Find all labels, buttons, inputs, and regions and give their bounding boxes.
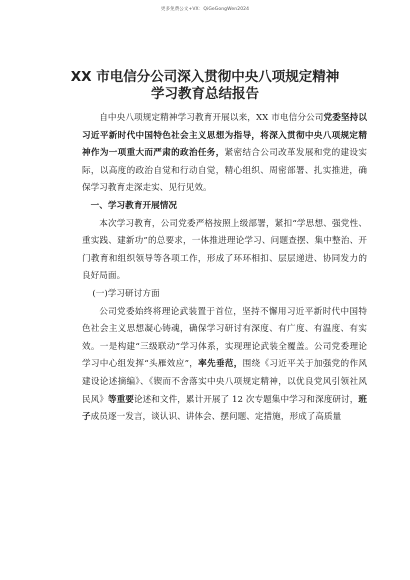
section-paragraph: 本次学习教育，公司党委严格按照上级部署，紧扣“学思想、强党性、重实践、建新功”的总要求，一体推进理论学习、问题查摆、集中整治、开门教育和组织领导等各项工作，形成了环环相扣、层层递进、协同发力的良好局面。 [82, 218, 367, 282]
title-line-2: 学习教育总结报告 [151, 86, 259, 102]
document-body [82, 110, 367, 427]
subsection-bold-3: 班子 [82, 394, 368, 423]
subsection-heading: (一)学习研讨方面 [92, 288, 160, 299]
subsection-bold-1: 率先垂范， [198, 359, 243, 370]
section-heading: 一、学习教育开展情况 [90, 200, 178, 211]
subsection-text-3: 论述和文件，累计开展了 12 次专题集中学习和深度研讨， [133, 394, 359, 405]
intro-text: 自中央八项规定精神学习教育开展以来，XX 市电信分公司 [99, 113, 324, 123]
title-line-1: XX 市电信分公司深入贯彻中央八项规定精神 [70, 69, 340, 85]
intro-paragraph [82, 110, 367, 198]
subsection-text-2: 围绕《习近平关于加强党的作风建设论述摘编》、《锲而不舍落实中央八项规定精神，以优良党风引领社风民风》 [82, 359, 367, 405]
subsection-bold-2: 等重要 [107, 394, 134, 405]
intro-text-end: 紧密结合公司改革发展和党的建设实际，以高度的政治自觉和行动自觉，精心组织、周密部署、扎实推进，确保学习教育走深走实、见行见效。 [82, 148, 367, 194]
document-title [40, 69, 370, 103]
subsection-paragraph [82, 304, 367, 427]
subsection-text-1: 公司党委始终将理论武装置于首位，坚持不懈用习近平新时代中国特色社会主义思想凝心铸魂，确保学习研讨有深度、有广度、有温度、有实效。一是构建“三级联动”学习体系，实现理论武装全覆盖。公司党委理论学习中心组发挥“头雁效应”， [82, 306, 367, 370]
intro-bold-text: 党委坚持以习近平新时代中国特色社会主义思想为指导，将深入贯彻中央八项规定精神作为一项重大而严肃的政治任务， [82, 113, 367, 159]
watermark-text: 更多免费公文+VX：QiGeGongWen2024 [160, 7, 250, 12]
subsection-text-4: 成员逐一发言，谈认识、讲体会、摆问题、定措施，形成了高质量 [90, 412, 342, 423]
